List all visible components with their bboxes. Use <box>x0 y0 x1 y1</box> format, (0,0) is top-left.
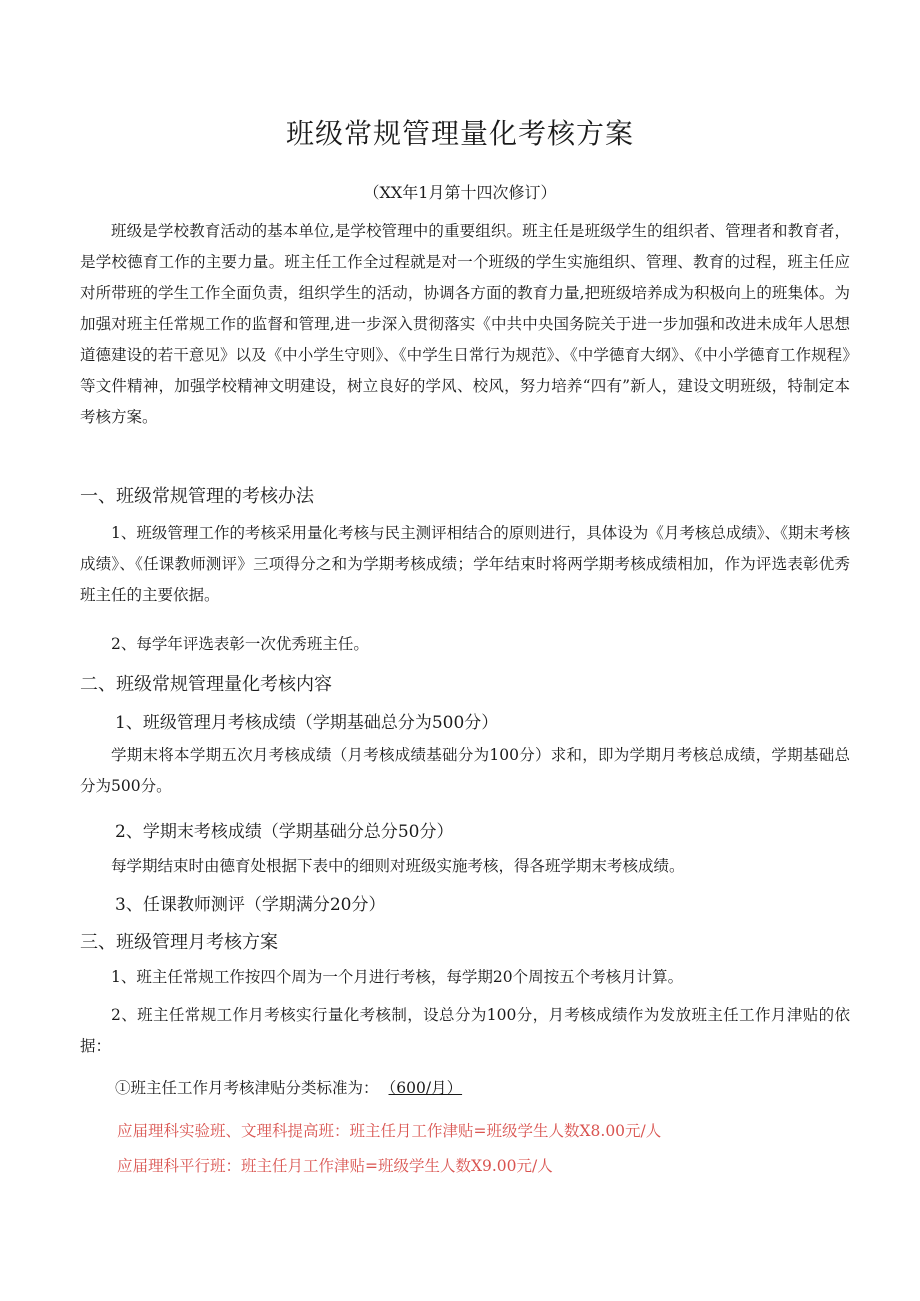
section2-subheading-1: 1、班级管理月考核成绩（学期基础总分为500分） <box>115 713 499 733</box>
document-title: 班级常规管理量化考核方案 <box>285 117 634 150</box>
section2-subheading-3: 3、任课教师测评（学期满分20分） <box>115 895 386 915</box>
allowance-standard-line <box>115 1076 466 1098</box>
section2-heading: 二、班级常规管理量化考核内容 <box>80 674 332 695</box>
allowance-formula-experimental: 应届理科实验班、文理科提高班：班主任月工作津贴=班级学生人数X8.00元/人 <box>117 1122 662 1140</box>
section1-heading: 一、班级常规管理的考核办法 <box>80 486 314 507</box>
section2-sub1-text: 学期末将本学期五次月考核成绩（月考核成绩基础分为100分）求和，即为学期月考核总成绩，学期基础总分为500分。 <box>80 746 850 795</box>
revision-note: （XX年1月第十四次修订） <box>363 183 557 202</box>
section2-subheading-2: 2、学期末考核成绩（学期基础分总分50分） <box>115 822 454 842</box>
section3-heading: 三、班级管理月考核方案 <box>80 932 278 953</box>
allowance-formula-parallel: 应届理科平行班：班主任月工作津贴=班级学生人数X9.00元/人 <box>117 1157 553 1175</box>
section3-paragraph-1: 1、班主任常规工作按四个周为一个月进行考核，每学期20个周按五个考核月计算。 <box>111 968 684 986</box>
section1-paragraph-1: 1、班级管理工作的考核采用量化考核与民主测评相结合的原则进行，具体设为《月考核总成绩》、《期末考核成绩》、《任课教师测评》三项得分之和为学期考核成绩；学年结束时将两学期考核成绩相加，作为评选表彰优秀班主任的主要依据。 <box>80 524 850 604</box>
allowance-standard-value: （600/月） <box>388 1079 463 1097</box>
section3-paragraph-2: 2、班主任常规工作月考核实行量化考核制，设总分为100分，月考核成绩作为发放班主任工作月津贴的依据： <box>80 1006 850 1055</box>
section2-sub2-text: 每学期结束时由德育处根据下表中的细则对班级实施考核，得各班学期末考核成绩。 <box>111 857 685 875</box>
section1-paragraph-2: 2、每学年评选表彰一次优秀班主任。 <box>111 635 369 653</box>
intro-paragraph: 班级是学校教育活动的基本单位,是学校管理中的重要组织。班主任是班级学生的组织者、管理者和教育者，是学校德育工作的主要力量。班主任工作全过程就是对一个班级的学生实施组织、管理、教育的过程，班主任应对所带班的学生工作全面负责，组织学生的活动，协调各方面的教育力量,把班级培养成为积极向上的班集体。为加强对班主任常规工作的监督和管理,进一步深入贯彻落实《中共中央国务院关于进一步加强和改进未成年人思想道德建设的若干意见》以及《中小学生守则》、《中学生日常行为规范》、《中学德育大纲》、《中小学德育工作规程》等文件精神，加强学校精神文明建设，树立良好的学风、校风，努力培养“四有”新人，建设文明班级，特制定本考核方案。 <box>80 222 850 426</box>
allowance-standard-label: ①班主任工作月考核津贴分类标准为： <box>115 1079 379 1097</box>
